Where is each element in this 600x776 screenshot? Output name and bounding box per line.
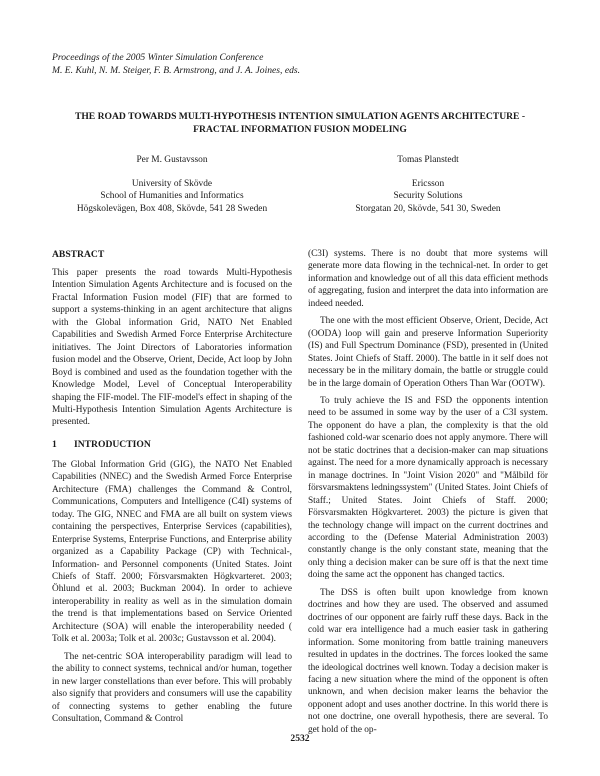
author-block-2 <box>308 154 548 215</box>
author-affiliation-line: University of Skövde <box>131 178 213 189</box>
author-affiliation-line: Högskolevägen, Box 408, Skövde, 541 28 Sweden <box>76 203 268 214</box>
author-block-1 <box>52 154 292 215</box>
left-column <box>52 248 292 725</box>
author-affiliation-line: School of Humanities and Informatics <box>100 191 244 201</box>
page-number: 2532 <box>290 733 310 744</box>
abstract-heading: ABSTRACT <box>52 249 105 260</box>
author-name: Tomas Planstedt <box>397 155 459 165</box>
body-paragraph: (C3I) systems. There is no doubt that more systems will generate more data flowing in the technical-net. In order to get information and knowledge out of all this data efficient methods of aggregating, fusion and interpret the data into information are indeed needed. <box>308 249 548 309</box>
author-name: Per M. Gustavsson <box>136 155 208 165</box>
title-line-1: THE ROAD TOWARDS MULTI-HYPOTHESIS INTENTION SIMULATION AGENTS ARCHITECTURE - <box>74 111 526 122</box>
right-column <box>308 248 548 736</box>
body-paragraph: The one with the most efficient Observe, Orient, Decide, Act (OODA) loop will gain and preserve Information Superiority (IS) and Full Spectrum Dominance (FSD), presented in (United States. Joint Chiefs of Staff. 2000). The battle in it self does not necessary be in the military domain, the battle or struggle could be in the large domain of Operation Others Than War (OOTW). <box>308 316 548 389</box>
section-number: 1 <box>52 438 57 450</box>
author-affiliation-line: Storgatan 20, Skövde, 541 30, Sweden <box>355 203 501 214</box>
section-title: INTRODUCTION <box>74 438 151 450</box>
paper-title <box>52 110 548 136</box>
body-paragraph: To truly achieve the IS and FSD the opponents intention need to be assumed in some way by the user of a C3I system. The opponent do have a plan, the complexity is that the old fashioned cold-war scenario does not apply anymore. There will not be static doctrines that a decision-maker can map situations against. The need for a more dynamically approach is necessary in manage doctrines. In "Joint Vision 2020" and "Målbild för försvarsmaktens ledningssystem" (United States. Joint Chiefs of Staff.; United States. Joint Chiefs of Staff. 2000; Försvarsmakten Högkvarteret. 2003) the picture is given that the technology change will impact on the current doctrines and according to the (Defense Material Administration 2003) constantly change is the only constant state, meaning that the only thing a decision maker can be sure off is that the next time doing the same act the opponent has changed tactics. <box>308 395 548 581</box>
abstract-text: This paper presents the road towards Multi-Hypothesis Intention Simulation Agents Architecture and is focused on the Fractal Information Fusion model (FIF) that are formed to support a systems-thinking in an agent architecture that aligns with the Global information Grid, NATO Net Enabled Capabilities and Swedish Armed Force Enterprise Architecture initiatives. The Joint Directors of Laboratories information fusion model and the Observe, Orient, Decide, Act loop by John Boyd is combined and used as the foundation together with the Knowledge Model, Level of Conceptual Interoperability shaping the FIF-model. The FIF-model's effect in shaping of the Multi-Hypothesis Intention Simulation Agents Architecture is presented. <box>52 268 292 428</box>
author-affiliation-line: Ericsson <box>411 178 445 189</box>
editors-line: M. E. Kuhl, N. M. Steiger, F. B. Armstrong, and J. A. Joines, eds. <box>52 64 301 76</box>
section-heading <box>52 438 292 451</box>
proceedings-header <box>52 52 300 77</box>
body-paragraph: The net-centric SOA interoperability paradigm will lead to the ability to connect systems, technical and/or human, together in new larger constellations than ever before. This will probably also signify that providers and consumers will use the capability of connecting systems to gether enabling the future Consultation, Command & Control <box>52 651 292 724</box>
body-paragraph: The DSS is often built upon knowledge from known doctrines and how they are used. The observed and assumed doctrines of our opponent are fairly ruff these days. Back in the cold war era intelligence had a much easier task in gathering information. Some monitoring from battle training maneuvers resulted in updates in the doctrines. The forces looked the same the ideological doctrines well known. Today a decision maker is facing a new situation where the mind of the opponent is often unknown, and when decision maker learns the behavior the opponent adopt and uses another doctrine. In this world there is not one doctrine, one overall hypothesis, there are several. To get hold of the op- <box>308 587 548 735</box>
body-paragraph: The Global Information Grid (GIG), the NATO Net Enabled Capabilities (NNEC) and the Swedish Armed Force Enterprise Architecture (FMA) challenges the Command & Control, Communications, Computers and Intelligence (C4I) systems of today. The GIG, NNEC and FMA are all built on system views containing the perspectives, Enterprise Services (capabilities), Enterprise Systems, Enterprise Functions, and Enterprise ability organized as a Capability Package (CP) with Technical-, Information- and Personnel components (United States. Joint Chiefs of Staff. 2000; Försvarsmakten Högkvarteret. 2003; Öhlund et al. 2003; Buckman 2004). In order to achieve interoperability in reality as well as in the simulation domain the trend is that implementations based on Service Oriented Architecture (SOA) will enable the interoperability needed ( Tolk et al. 2003a; Tolk et al. 2003c; Gustavsson et al. 2004). <box>52 459 292 645</box>
proceedings-line: Proceedings of the 2005 Winter Simulation Conference <box>52 52 264 63</box>
author-affiliation-line: Security Solutions <box>393 191 463 201</box>
title-line-2: FRACTAL INFORMATION FUSION MODELING <box>193 124 407 135</box>
